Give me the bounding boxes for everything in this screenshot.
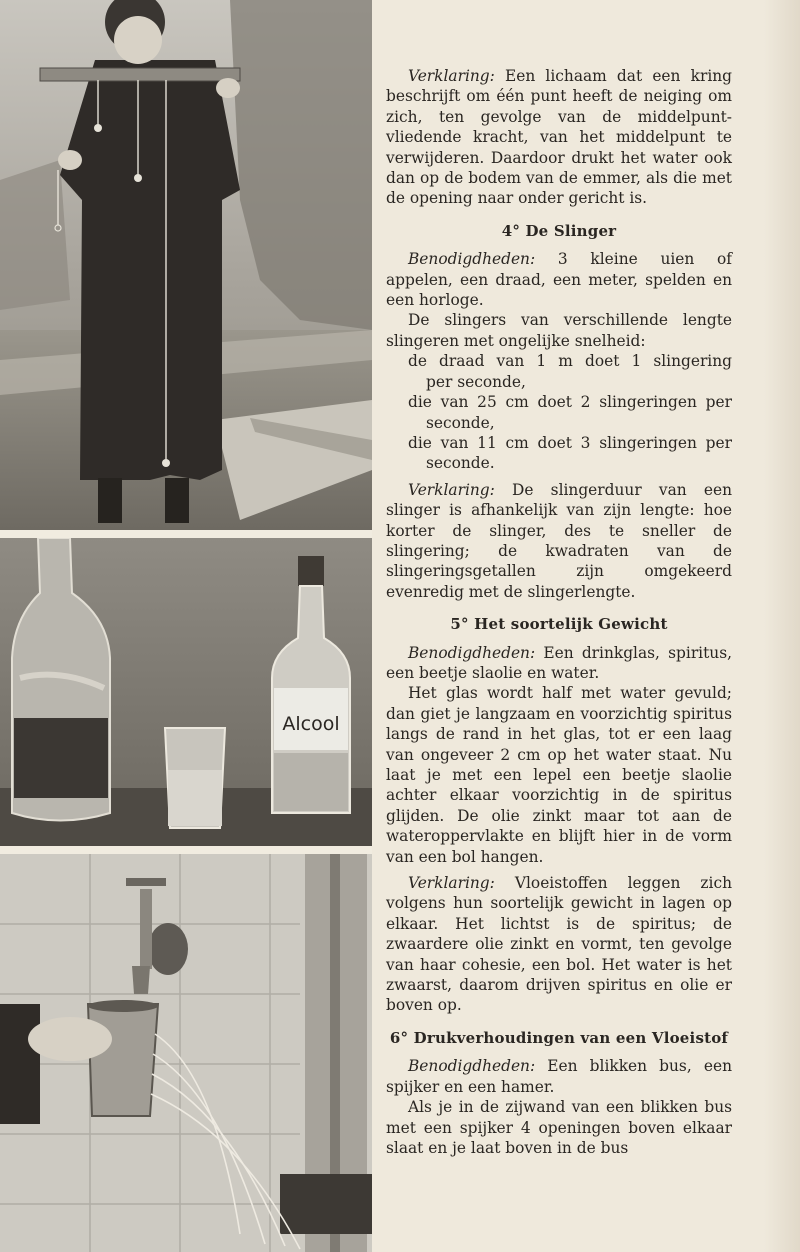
- section-5-expl-label: Verklaring:: [408, 874, 495, 893]
- intro-paragraph: [386, 66, 732, 209]
- bottles-photo: [0, 538, 372, 846]
- list-item-first: die van 25 cm doet 2 slingeringen per: [408, 393, 732, 412]
- list-item-cont: per seconde,: [426, 372, 526, 391]
- section-6-needs-text: Een blikken bus, een spijker en een hamer.: [386, 1057, 732, 1096]
- section-5-needs-text: Een drinkglas, spiritus, een beetje slaolie en water.: [386, 643, 732, 682]
- section-5-p1: Het glas wordt half met water gevuld; dan giet je langzaam en voorzichtig spiritus langs de rand in het glas, tot er een laag van ongeveer 2 cm op het water staat. Nu laat je met een lepel een beetje slaolie achter elkaar voorzichtig in de spiritus glijden. De olie zinkt maar tot aan de wateroppervlakte en blijft hier in de vorm van een bol hangen.: [386, 684, 732, 866]
- section-4-expl-text: De slingerduur van een slinger is afhankelijk van zijn lengte: hoe korter de slinger, des te sneller de slingering; de kwadraten van de slingeringsgetallen zijn omgekeerd evenredig met de slingerlengte.: [386, 480, 732, 601]
- section-5-needs: [386, 643, 732, 684]
- section-5-heading: 5° Het soortelijk Gewicht: [450, 615, 668, 634]
- tin-can-photo: [0, 854, 372, 1252]
- section-5-expl-text: Vloeistoffen leggen zich volgens hun soortelijk gewicht in lagen op elkaar. Het lichtst is de spiritus; de zwaardere olie zinkt en vormt, ten gevolge van haar cohesie, een bol. Het water is het zwaarst, daarom drijven spiritus en olie er boven op.: [386, 874, 732, 1015]
- bottle-label: Alcool: [282, 713, 340, 735]
- section-4-p1: De slingers van verschillende lengte slingeren met ongelijke snelheid:: [386, 311, 732, 350]
- section-4-needs-text: 3 kleine uien of appelen, een draad, een meter, spelden en een horloge.: [386, 250, 732, 310]
- list-item: [386, 433, 732, 474]
- text-column: [386, 66, 732, 1158]
- section-6-needs: [386, 1056, 732, 1097]
- section-6-p1: Als je in de zijwand van een blikken bus met een spijker 4 openingen boven elkaar slaat en je laat boven in de bus: [386, 1098, 732, 1157]
- section-4-expl-label: Verklaring:: [408, 480, 495, 499]
- list-item-cont: seconde,: [426, 413, 495, 432]
- gutter: [372, 0, 380, 1252]
- intro-label: Verklaring:: [408, 67, 495, 85]
- list-item-first: de draad van 1 m doet 1 slingering: [408, 352, 732, 371]
- list-item-cont: seconde.: [426, 454, 495, 473]
- section-5-explanation: [386, 873, 732, 1016]
- photo-column: [0, 0, 372, 1252]
- section-4-explanation: [386, 480, 732, 602]
- pendulum-photo: [0, 0, 372, 530]
- section-4-heading: 4° De Slinger: [501, 221, 617, 240]
- list-item: [386, 351, 732, 392]
- page-edge-shadow: [764, 0, 800, 1252]
- intro-text: Een lichaam dat een kring beschrijft om één punt heeft de neiging om zich, ten gevolge van de middelpuntvliedende kracht, van het middelpunt te verwijderen. Daardoor drukt het water ook dan op de bodem van de emmer, als die met de opening naar onder gericht is.: [386, 67, 732, 208]
- section-4-needs: [386, 249, 732, 310]
- section-4-needs-label: Benodigdheden:: [408, 250, 536, 269]
- list-item: [386, 392, 732, 433]
- section-6-heading: 6° Drukverhoudingen van een Vloeistof: [389, 1028, 729, 1047]
- section-6-needs-label: Benodigdheden:: [408, 1057, 536, 1076]
- section-5-needs-label: Benodigdheden:: [408, 643, 536, 662]
- list-item-first: die van 11 cm doet 3 slingeringen per: [408, 433, 732, 452]
